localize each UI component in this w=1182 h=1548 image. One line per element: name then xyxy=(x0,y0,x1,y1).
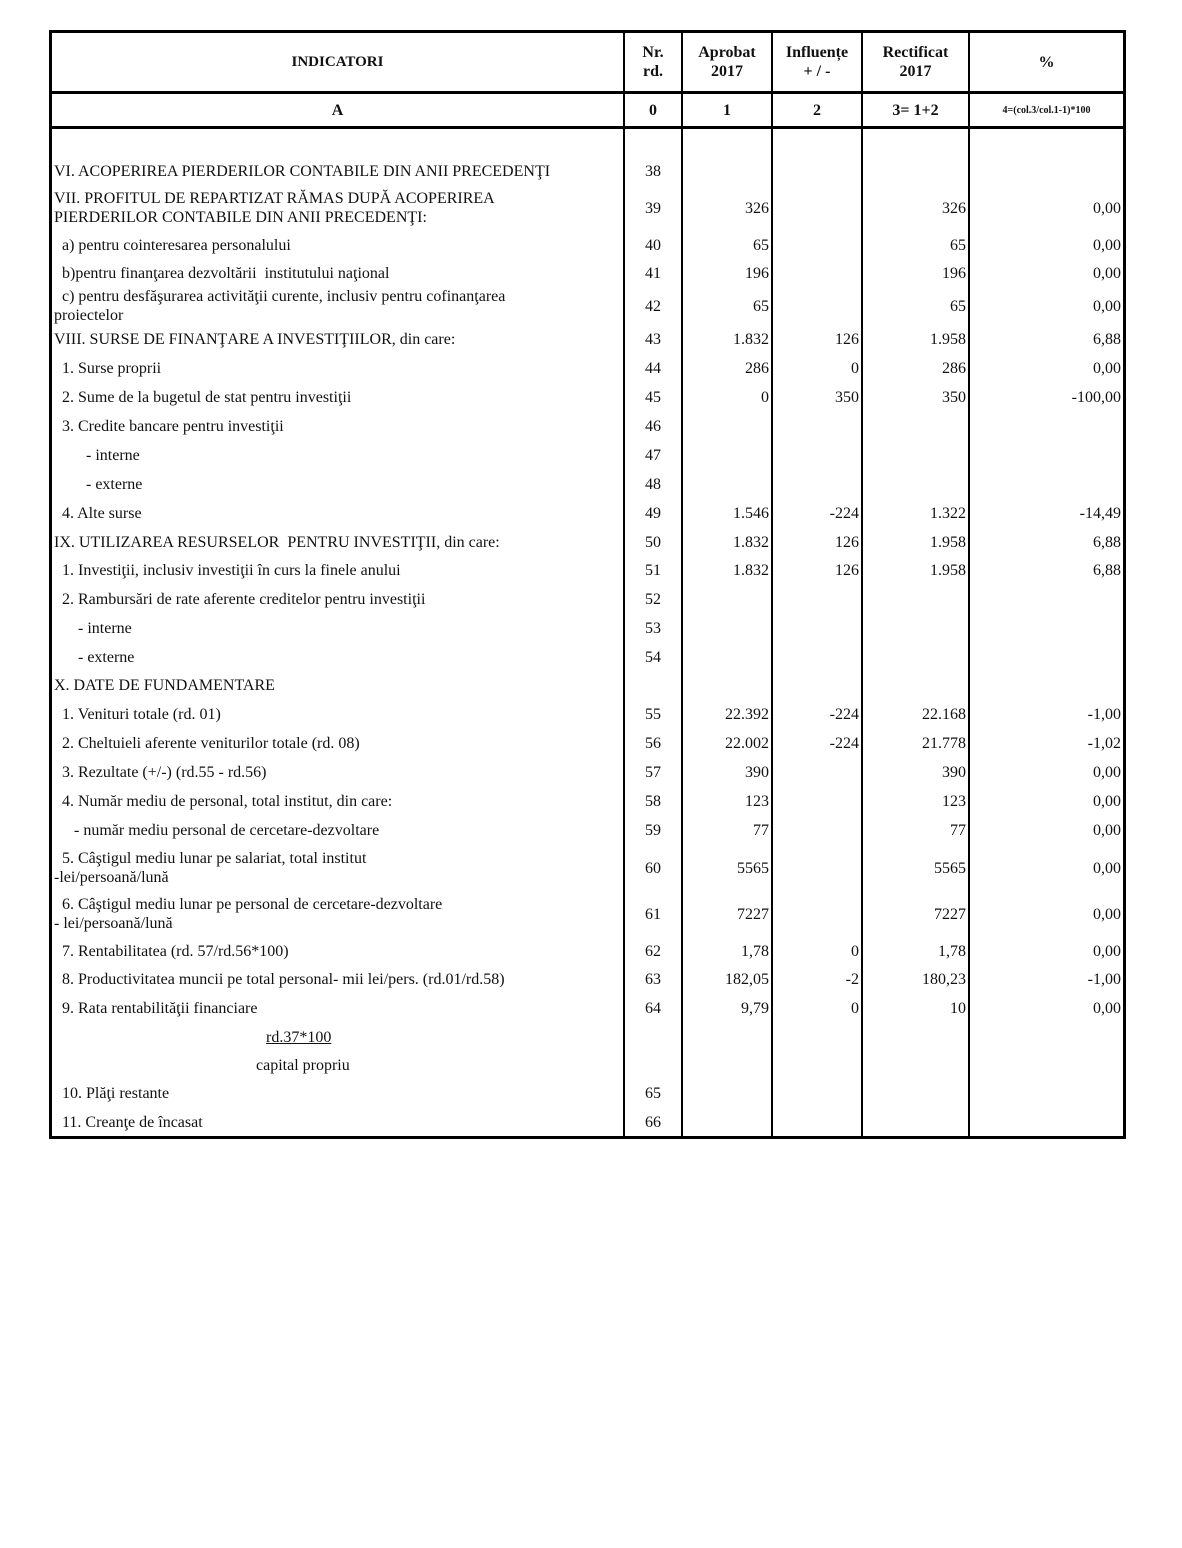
aprobat-value xyxy=(683,441,773,470)
indicator-label: 9. Rata rentabilităţii financiare xyxy=(52,994,625,1023)
header-percent: % xyxy=(1038,53,1055,71)
percent-value xyxy=(970,614,1123,643)
row-number: 57 xyxy=(625,758,683,787)
table-row xyxy=(52,937,1123,965)
percent-value: 0,00 xyxy=(1093,1000,1121,1017)
indicator-label: VII. PROFITUL DE REPARTIZAT RĂMAS DUPĂ ACOPERIREA PIERDERILOR CONTABILE DIN ANII PRECEDENŢI: xyxy=(52,185,625,231)
indicator-label: 2. Rambursări de rate aferente creditelor pentru investiţii xyxy=(52,585,625,614)
indicator-label: a) pentru cointeresarea personalului xyxy=(52,231,625,259)
row-number: 51 xyxy=(625,556,683,585)
table-row xyxy=(52,470,1123,499)
table-row xyxy=(52,231,1123,259)
row-number: 55 xyxy=(625,700,683,729)
percent-value: 0,00 xyxy=(1093,764,1121,781)
influente-value xyxy=(773,643,863,671)
influente-value xyxy=(773,787,863,816)
rectificat-value: 7227 xyxy=(863,891,970,937)
fraction-denominator: capital propriu xyxy=(256,1056,350,1074)
percent-value: 0,00 xyxy=(1093,199,1121,217)
row-number: 38 xyxy=(625,157,683,185)
indicator-label xyxy=(52,1023,625,1079)
indicator-label: 4. Număr mediu de personal, total institut, din care: xyxy=(52,787,625,816)
rectificat-value: 77 xyxy=(863,816,970,845)
aprobat-value: 5565 xyxy=(683,845,773,891)
percent-value xyxy=(970,157,1123,185)
row-number: 59 xyxy=(625,816,683,845)
table-row xyxy=(52,758,1123,787)
influente-value: 350 xyxy=(773,383,863,412)
aprobat-value: 22.392 xyxy=(683,700,773,729)
row-number: 64 xyxy=(625,994,683,1023)
influente-value xyxy=(773,758,863,787)
row-number: 50 xyxy=(625,528,683,556)
percent-value xyxy=(970,1023,1123,1079)
row-number: 65 xyxy=(625,1079,683,1108)
row-number: 63 xyxy=(625,965,683,994)
header-influente: Influențe + / - xyxy=(773,33,863,91)
subheader-a: A xyxy=(52,94,625,126)
rectificat-value xyxy=(863,412,970,441)
influente-value: -2 xyxy=(773,965,863,994)
table-row xyxy=(52,787,1123,816)
aprobat-value: 286 xyxy=(683,354,773,383)
table-row xyxy=(52,965,1123,994)
row-number: 60 xyxy=(625,845,683,891)
percent-value xyxy=(970,1108,1123,1136)
row-number: 39 xyxy=(625,185,683,231)
rectificat-value: 5565 xyxy=(863,845,970,891)
influente-value xyxy=(773,845,863,891)
influente-value: 126 xyxy=(773,556,863,585)
indicator-label: 7. Rentabilitatea (rd. 57/rd.56*100) xyxy=(52,937,625,965)
indicator-label: 2. Cheltuieli aferente veniturilor totale (rd. 08) xyxy=(52,729,625,758)
table-row xyxy=(52,994,1123,1023)
rectificat-value: 10 xyxy=(863,994,970,1023)
table-header xyxy=(52,33,1123,94)
influente-value: 126 xyxy=(773,528,863,556)
indicator-label: 5. Câştigul mediu lunar pe salariat, total institut -lei/persoană/lună xyxy=(52,845,625,891)
table-row xyxy=(52,643,1123,671)
percent-value: 0,00 xyxy=(1093,859,1121,877)
percent-value: 0,00 xyxy=(1093,822,1121,839)
rectificat-value: 123 xyxy=(863,787,970,816)
table-row xyxy=(52,185,1123,231)
row-number: 47 xyxy=(625,441,683,470)
percent-value: 0,00 xyxy=(1093,793,1121,810)
influente-value xyxy=(773,157,863,185)
table-row xyxy=(52,614,1123,643)
aprobat-value xyxy=(683,585,773,614)
percent-value: 6,88 xyxy=(1093,533,1121,551)
influente-value: -224 xyxy=(773,499,863,528)
influente-value xyxy=(773,412,863,441)
influente-value xyxy=(773,470,863,499)
rectificat-value: 390 xyxy=(863,758,970,787)
rectificat-value: 350 xyxy=(863,383,970,412)
rectificat-value: 21.778 xyxy=(863,729,970,758)
subheader-2: 2 xyxy=(773,94,863,126)
percent-value xyxy=(970,470,1123,499)
indicator-label: 2. Sume de la bugetul de stat pentru investiţii xyxy=(52,383,625,412)
rectificat-value xyxy=(863,671,970,700)
percent-value xyxy=(970,585,1123,614)
rectificat-value xyxy=(863,614,970,643)
aprobat-value xyxy=(683,412,773,441)
indicator-label: c) pentru desfăşurarea activităţii curente, inclusiv pentru cofinanţarea proiectelor xyxy=(52,287,625,325)
indicator-label: - număr mediu personal de cercetare-dezvoltare xyxy=(52,816,625,845)
percent-value: -100,00 xyxy=(1071,389,1121,406)
influente-value: 0 xyxy=(773,937,863,965)
row-number: 56 xyxy=(625,729,683,758)
aprobat-value: 0 xyxy=(683,383,773,412)
table-row xyxy=(52,287,1123,325)
row-number: 42 xyxy=(625,287,683,325)
percent-value: 0,00 xyxy=(1093,942,1121,960)
table-row xyxy=(52,499,1123,528)
influente-value xyxy=(773,1108,863,1136)
aprobat-value: 1,78 xyxy=(683,937,773,965)
influente-value xyxy=(773,259,863,287)
indicator-label: 10. Plăţi restante xyxy=(52,1079,625,1108)
indicator-label: 6. Câştigul mediu lunar pe personal de cercetare-dezvoltare - lei/persoană/lună xyxy=(52,891,625,937)
row-number: 45 xyxy=(625,383,683,412)
row-number: 49 xyxy=(625,499,683,528)
row-number: 61 xyxy=(625,891,683,937)
aprobat-value xyxy=(683,1108,773,1136)
indicator-label: VI. ACOPERIREA PIERDERILOR CONTABILE DIN ANII PRECEDENŢI xyxy=(52,157,625,185)
influente-value xyxy=(773,1023,863,1079)
rectificat-value xyxy=(863,1023,970,1079)
influente-value xyxy=(773,671,863,700)
rectificat-value: 326 xyxy=(863,185,970,231)
row-number xyxy=(625,671,683,700)
influente-value: -224 xyxy=(773,700,863,729)
aprobat-value: 22.002 xyxy=(683,729,773,758)
influente-value xyxy=(773,1079,863,1108)
rectificat-value xyxy=(863,1108,970,1136)
indicator-label: 3. Rezultate (+/-) (rd.55 - rd.56) xyxy=(52,758,625,787)
table-row xyxy=(52,700,1123,729)
influente-value xyxy=(773,585,863,614)
influente-value: -224 xyxy=(773,729,863,758)
indicator-label: 1. Venituri totale (rd. 01) xyxy=(52,700,625,729)
percent-value xyxy=(970,441,1123,470)
row-number: 58 xyxy=(625,787,683,816)
aprobat-value: 182,05 xyxy=(683,965,773,994)
influente-value xyxy=(773,185,863,231)
subheader-0: 0 xyxy=(625,94,683,126)
table-row xyxy=(52,816,1123,845)
aprobat-value: 123 xyxy=(683,787,773,816)
indicator-label: 1. Surse proprii xyxy=(52,354,625,383)
influente-value xyxy=(773,231,863,259)
rectificat-value: 1.322 xyxy=(863,499,970,528)
indicator-label: - interne xyxy=(52,441,625,470)
aprobat-value: 65 xyxy=(683,287,773,325)
row-number: 43 xyxy=(625,325,683,354)
rectificat-value xyxy=(863,441,970,470)
aprobat-value xyxy=(683,614,773,643)
influente-value: 126 xyxy=(773,325,863,354)
rectificat-value xyxy=(863,470,970,499)
influente-value xyxy=(773,441,863,470)
percent-value: 0,00 xyxy=(1093,297,1121,315)
aprobat-value: 326 xyxy=(683,185,773,231)
percent-value: -1,00 xyxy=(1087,971,1121,988)
rectificat-value: 65 xyxy=(863,287,970,325)
indicator-label: X. DATE DE FUNDAMENTARE xyxy=(52,671,625,700)
table-row xyxy=(52,157,1123,185)
indicator-label: - externe xyxy=(52,643,625,671)
spacer-row xyxy=(52,129,1123,157)
row-number: 54 xyxy=(625,643,683,671)
rectificat-value: 1.958 xyxy=(863,556,970,585)
aprobat-value xyxy=(683,671,773,700)
subheader-4: 4=(col.3/col.1-1)*100 xyxy=(1002,104,1091,116)
row-number: 66 xyxy=(625,1108,683,1136)
percent-value: -1,02 xyxy=(1087,735,1121,752)
influente-value xyxy=(773,816,863,845)
influente-value xyxy=(773,614,863,643)
table-row xyxy=(52,891,1123,937)
table-row xyxy=(52,383,1123,412)
fraction-numerator: rd.37*100 xyxy=(266,1028,332,1046)
row-number: 53 xyxy=(625,614,683,643)
percent-value xyxy=(970,412,1123,441)
rectificat-value xyxy=(863,585,970,614)
rectificat-value: 286 xyxy=(863,354,970,383)
indicator-label: VIII. SURSE DE FINANŢARE A INVESTIŢIILOR, din care: xyxy=(52,325,625,354)
table-row xyxy=(52,729,1123,758)
rectificat-value: 180,23 xyxy=(863,965,970,994)
indicator-label: b)pentru finanţarea dezvoltării institutului naţional xyxy=(52,259,625,287)
table-subheader xyxy=(52,94,1123,129)
row-number: 44 xyxy=(625,354,683,383)
influente-value: 0 xyxy=(773,354,863,383)
aprobat-value: 1.546 xyxy=(683,499,773,528)
row-number: 40 xyxy=(625,231,683,259)
row-number: 52 xyxy=(625,585,683,614)
percent-value: -14,49 xyxy=(1079,505,1121,522)
budget-table xyxy=(49,30,1126,1139)
table-row xyxy=(52,441,1123,470)
aprobat-value: 1.832 xyxy=(683,556,773,585)
indicator-label: 11. Creanţe de încasat xyxy=(52,1108,625,1136)
aprobat-value: 77 xyxy=(683,816,773,845)
aprobat-value: 65 xyxy=(683,231,773,259)
rectificat-value: 1.958 xyxy=(863,325,970,354)
rectificat-value: 65 xyxy=(863,231,970,259)
aprobat-value xyxy=(683,470,773,499)
percent-value xyxy=(970,671,1123,700)
row-number: 48 xyxy=(625,470,683,499)
influente-value: 0 xyxy=(773,994,863,1023)
percent-value xyxy=(970,643,1123,671)
indicator-label: - interne xyxy=(52,614,625,643)
indicator-label: 8. Productivitatea muncii pe total personal- mii lei/pers. (rd.01/rd.58) xyxy=(52,965,625,994)
table-row xyxy=(52,1079,1123,1108)
percent-value: 0,00 xyxy=(1093,905,1121,923)
table-body xyxy=(52,129,1123,1136)
subheader-1: 1 xyxy=(683,94,773,126)
aprobat-value: 7227 xyxy=(683,891,773,937)
indicator-label: - externe xyxy=(52,470,625,499)
percent-value: 0,00 xyxy=(1093,264,1121,282)
header-aprobat: Aprobat 2017 xyxy=(683,33,773,91)
table-row xyxy=(52,671,1123,700)
row-number: 41 xyxy=(625,259,683,287)
percent-value: 0,00 xyxy=(1093,360,1121,377)
aprobat-value: 9,79 xyxy=(683,994,773,1023)
influente-value xyxy=(773,891,863,937)
rectificat-value xyxy=(863,1079,970,1108)
aprobat-value xyxy=(683,643,773,671)
rectificat-value: 22.168 xyxy=(863,700,970,729)
aprobat-value xyxy=(683,1023,773,1079)
percent-value xyxy=(970,1079,1123,1108)
indicator-label: 3. Credite bancare pentru investiţii xyxy=(52,412,625,441)
aprobat-value xyxy=(683,157,773,185)
percent-value: -1,00 xyxy=(1087,706,1121,723)
indicator-label: 4. Alte surse xyxy=(52,499,625,528)
row-number: 46 xyxy=(625,412,683,441)
rectificat-value xyxy=(863,157,970,185)
aprobat-value xyxy=(683,1079,773,1108)
header-rectificat: Rectificat 2017 xyxy=(863,33,970,91)
rectificat-value xyxy=(863,643,970,671)
table-row xyxy=(52,556,1123,585)
table-row xyxy=(52,354,1123,383)
percent-value: 6,88 xyxy=(1093,331,1121,348)
subheader-3: 3= 1+2 xyxy=(863,94,970,126)
table-row xyxy=(52,1108,1123,1136)
row-number xyxy=(625,1023,683,1079)
rectificat-value: 196 xyxy=(863,259,970,287)
percent-value: 6,88 xyxy=(1093,562,1121,579)
table-row xyxy=(52,1023,1123,1079)
aprobat-value: 1.832 xyxy=(683,325,773,354)
rectificat-value: 1,78 xyxy=(863,937,970,965)
header-nr-rd: Nr. rd. xyxy=(625,33,683,91)
table-row xyxy=(52,412,1123,441)
row-number: 62 xyxy=(625,937,683,965)
aprobat-value: 390 xyxy=(683,758,773,787)
aprobat-value: 196 xyxy=(683,259,773,287)
table-row xyxy=(52,528,1123,556)
table-row xyxy=(52,325,1123,354)
table-row xyxy=(52,845,1123,891)
header-indicatori: INDICATORI xyxy=(52,33,625,91)
influente-value xyxy=(773,287,863,325)
percent-value: 0,00 xyxy=(1093,236,1121,254)
table-row xyxy=(52,585,1123,614)
indicator-label: 1. Investiţii, inclusiv investiţii în curs la finele anului xyxy=(52,556,625,585)
aprobat-value: 1.832 xyxy=(683,528,773,556)
indicator-label: IX. UTILIZAREA RESURSELOR PENTRU INVESTIŢII, din care: xyxy=(52,528,625,556)
rectificat-value: 1.958 xyxy=(863,528,970,556)
table-row xyxy=(52,259,1123,287)
